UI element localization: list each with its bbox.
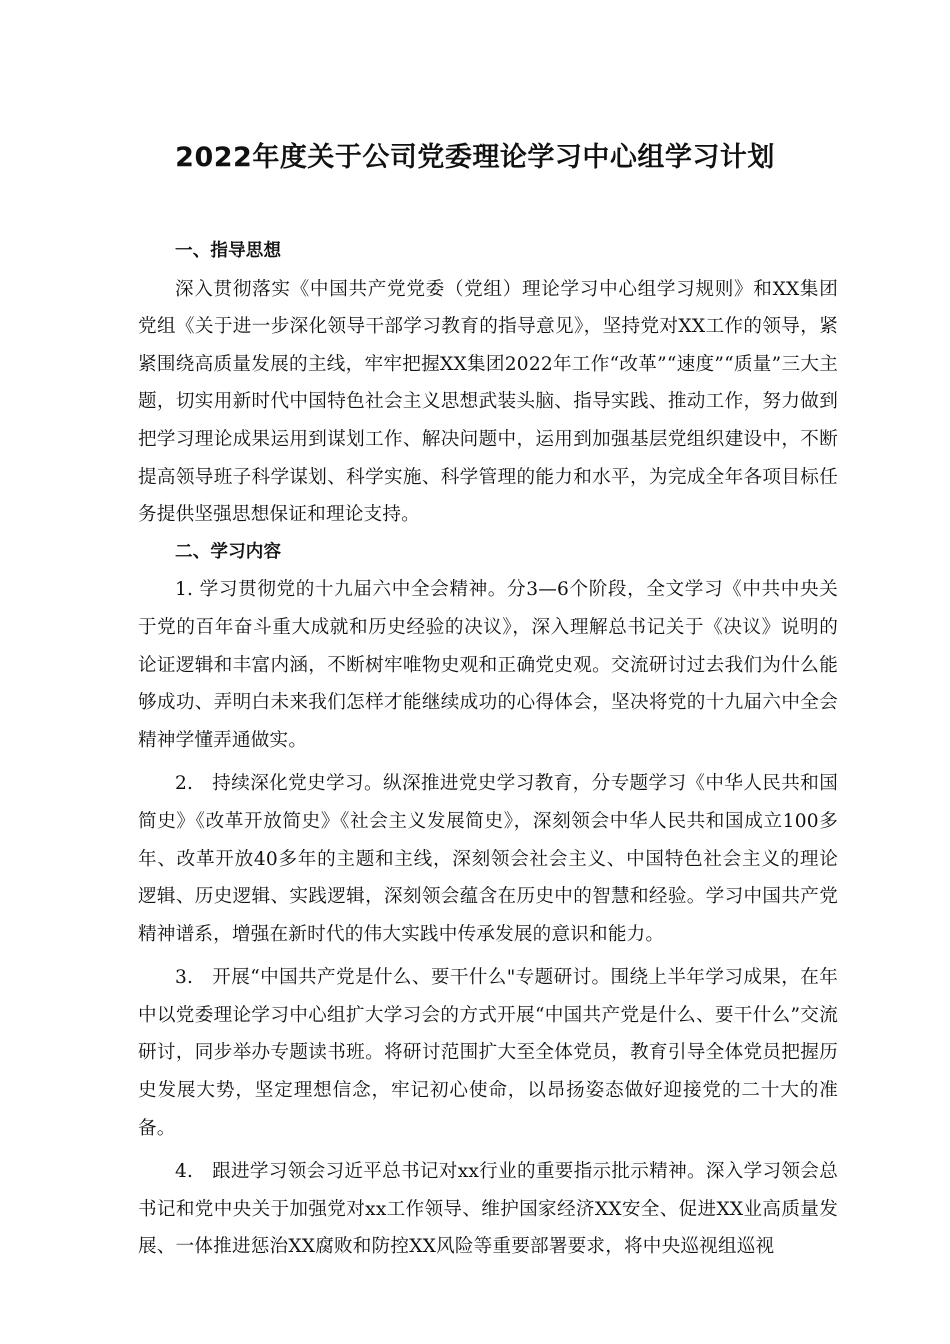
paragraph: 3. 开展“中国共产党是什么、要干什么"专题研讨。围绕上半年学习成果，在年中以党委理论学习中心组扩大学习会的方式开展“中国共产党是什么、要干什么”交流研讨，同步举办专题读书班。将研讨范围扩大至全体党员，教育引导全体党员把握历史发展大势，坚定理想信念，牢记初心使命，以昂扬姿态做好迎接党的二十大的准备。 [138,967,838,1139]
paragraph: 1. 学习贯彻党的十九届六中全会精神。分3—6个阶段，全文学习《中共中央关于党的百年奋斗重大成就和历史经验的决议》，深入理解总书记关于《决议》说明的论证逻辑和丰富内涵，不断树牢唯物史观和正确党史观。交流研讨过去我们为什么能够成功、弄明白未来我们怎样才能继续成功的心得体会，坚决将党的十九届六中全会精神学懂弄通做实。 [138,579,838,751]
paragraph: 深入贯彻落实《中国共产党党委（党组）理论学习中心组学习规则》和XX集团党组《关于进一步深化领导干部学习教育的指导意见》，坚持党对XX工作的领导，紧紧围绕高质量发展的主线，牢牢把握XX集团2022年工作“改革”“速度”“质量”三大主题，切实用新时代中国特色社会主义思想武装头脑、指导实践、推动工作，努力做到把学习理论成果运用到谋划工作、解决问题中，运用到加强基层党组织建设中，不断提高领导班子科学谋划、科学实施、科学管理的能力和水平，为完成全年各项目标任务提供坚强思想保证和理论支持。 [138,278,838,526]
section-heading-guiding-thought: 一、指导思想 [175,241,282,261]
section-heading-study-content: 二、学习内容 [175,541,282,562]
document-body [138,233,838,1266]
paragraph: 2. 持续深化党史学习。纵深推进党史学习教育，分专题学习《中华人民共和国简史》《改革开放简史》《社会主义发展简史》，深刻领会中华人民共和国成立100多年、改革开放40多年的主题和主线，深刻领会社会主义、中国特色社会主义的理论逻辑、历史逻辑、实践逻辑，深刻领会蕴含在历史中的智慧和经验。学习中国共产党精神谱系，增强在新时代的伟大实践中传承发展的意识和能力。 [138,773,838,945]
paragraph: 4. 跟进学习领会习近平总书记对xx行业的重要指示批示精神。深入学习领会总书记和党中央关于加强党对xx工作领导、维护国家经济XX安全、促进XX业高质量发展、一体推进惩治XX腐败和防控XX风险等重要部署要求，将中央巡视组巡视 [138,1161,838,1258]
document-title: 2022年度关于公司党委理论学习中心组学习计划 [175,142,775,173]
